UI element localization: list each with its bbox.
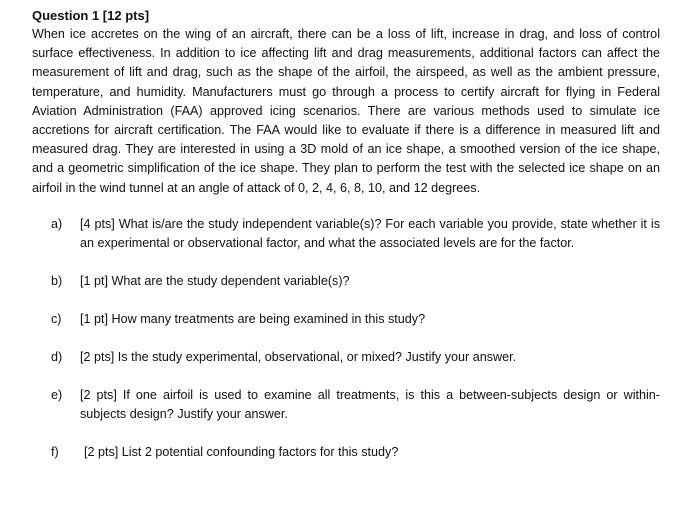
part-letter: e): [51, 387, 63, 402]
question-part-a: [51, 215, 660, 253]
question-body: When ice accretes on the wing of an aircraft, there can be a loss of lift, increase in drag, and loss of control surface effectiveness. In addition to ice affecting lift and drag measurements, additional factors can affect the measurement of lift and drag, such as the shape of the airfoil, the airspeed, as well as the ambient pressure, temperature, and humidity. Manufacturers must go through a process to certify aircraft for flying in Federal Aviation Administration (FAA) approved icing scenarios. There are various methods used to simulate ice accretions for aircraft certification. The FAA would like to evaluate if there is a difference in measured lift and measured drag. They are interested in using a 3D mold of an ice shape, a smoothed version of the ice shape, and a geometric simplification of the ice shape. They plan to perform the test with the selected ice shape on an airfoil in the wind tunnel at an angle of attack of 0, 2, 4, 6, 8, 10, and 12 degrees.: [32, 27, 660, 195]
part-letter: b): [51, 273, 63, 288]
part-letter: a): [51, 216, 63, 231]
part-letter: f): [51, 444, 59, 459]
question-parts-list: [32, 215, 660, 462]
part-text: [2 pts] Is the study experimental, observational, or mixed? Justify your answer.: [80, 349, 517, 364]
question-part-c: [51, 310, 660, 329]
question-title: Question 1 [12 pts]: [32, 8, 150, 23]
part-text: [2 pts] If one airfoil is used to examine all treatments, is this a between-subjects design or within-subjects design? Justify your answer.: [80, 387, 660, 421]
question-document: [32, 6, 660, 481]
question-part-d: [51, 348, 660, 367]
part-letter: c): [51, 311, 62, 326]
part-text: [1 pt] What are the study dependent variable(s)?: [80, 273, 350, 288]
question-part-f: [51, 443, 660, 462]
question-part-e: [51, 386, 660, 424]
part-text: [1 pt] How many treatments are being examined in this study?: [80, 311, 426, 326]
part-text: [4 pts] What is/are the study independent variable(s)? For each variable you provide, state whether it is an experimental or observational factor, and what the associated levels are for the factor.: [80, 216, 660, 250]
part-letter: d): [51, 349, 63, 364]
part-text: [2 pts] List 2 potential confounding factors for this study?: [84, 444, 399, 459]
question-part-b: [51, 272, 660, 291]
